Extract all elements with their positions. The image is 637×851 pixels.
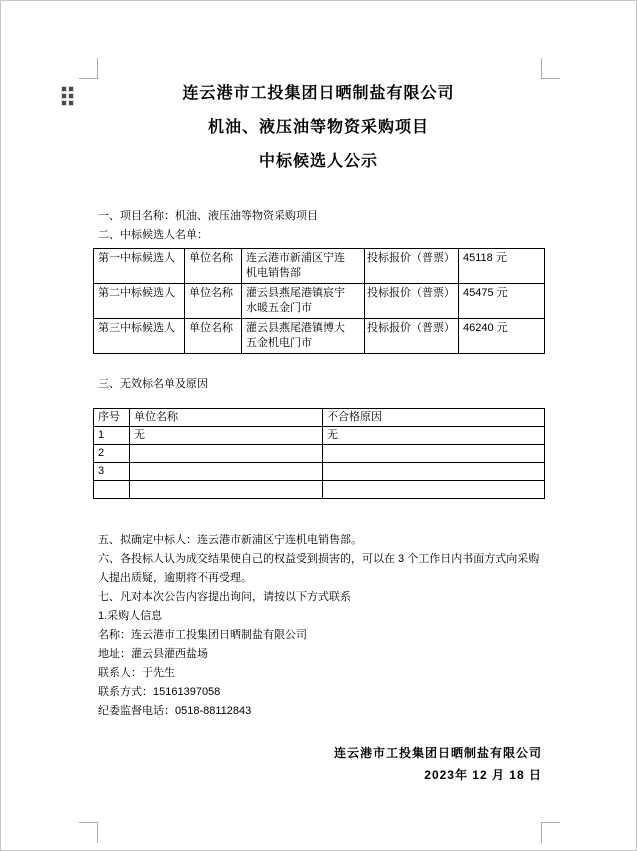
table-row (94, 249, 545, 284)
table-row (94, 284, 545, 319)
price-label: 投标报价（普票） (365, 319, 459, 354)
price-value: 45475 元 (459, 284, 545, 319)
table-row (94, 445, 545, 463)
seq-cell: 1 (94, 427, 130, 445)
handle-dot (69, 87, 73, 91)
table-row (94, 319, 545, 354)
handle-dot (62, 87, 66, 91)
unit-label: 单位名称 (185, 284, 242, 319)
unit-cell (130, 481, 323, 499)
reason-cell (323, 463, 545, 481)
section-3-heading: 三、无效标名单及原因 (98, 378, 208, 390)
document-title-line-1: 连云港市工投集团日晒制盐有限公司 (182, 85, 455, 102)
buyer-info-block (98, 607, 544, 721)
table-row (94, 427, 545, 445)
price-label: 投标报价（普票） (365, 284, 459, 319)
text-boundary-mark-bottom-right (541, 822, 560, 843)
header-seq: 序号 (94, 409, 130, 427)
handle-dot (62, 101, 66, 105)
section-1-2 (93, 207, 544, 245)
price-value: 45118 元 (459, 249, 545, 284)
table-row (94, 481, 545, 499)
buyer-info-heading: 1.采购人信息 (98, 610, 163, 622)
unit-name: 灌云县燕尾港镇博大五金机电门市 (242, 319, 365, 354)
buyer-contact-person: 联系人：于先生 (98, 667, 175, 679)
section-5-6-7 (93, 531, 544, 721)
header-unit: 单位名称 (130, 409, 323, 427)
invalid-bids-table (93, 408, 545, 499)
text-boundary-mark-top-left (79, 58, 98, 79)
unit-cell: 无 (130, 427, 323, 445)
handle-dot (69, 94, 73, 98)
reason-cell (323, 445, 545, 463)
buyer-address: 地址：灌云县灌西盐场 (98, 648, 208, 660)
candidate-rank: 第三中标候选人 (94, 319, 185, 354)
table-header-row (94, 409, 545, 427)
document-title-line-2: 机油、液压油等物资采购项目 (207, 119, 429, 136)
document-content (93, 79, 544, 786)
text-boundary-mark-bottom-left (79, 822, 98, 843)
seq-cell (94, 481, 130, 499)
paragraph-objection: 六、各投标人认为成交结果使自己的权益受到损害的，可以在 3 个工作日内书面方式向采购人提出质疑，逾期将不再受理。 (98, 553, 540, 584)
unit-cell (130, 445, 323, 463)
price-value: 46240 元 (459, 319, 545, 354)
paragraph-project-name: 一、项目名称：机油、液压油等物资采购项目 (98, 210, 318, 222)
table-row (94, 463, 545, 481)
unit-label: 单位名称 (185, 319, 242, 354)
signature-block (93, 742, 544, 786)
buyer-phone: 联系方式：15161397058 (98, 686, 221, 698)
candidates-table (93, 248, 545, 354)
document-title-line-3: 中标候选人公示 (258, 153, 378, 170)
handle-dot (62, 94, 66, 98)
unit-cell (130, 463, 323, 481)
unit-label: 单位名称 (185, 249, 242, 284)
supervision-phone: 纪委监督电话：0518-88112843 (98, 705, 252, 717)
reason-cell (323, 481, 545, 499)
header-reason: 不合格原因 (323, 409, 545, 427)
candidate-rank: 第一中标候选人 (94, 249, 185, 284)
unit-name: 连云港市新浦区宁连机电销售部 (242, 249, 365, 284)
paragraph-candidates-list: 二、中标候选人名单： (98, 229, 208, 241)
seq-cell: 2 (94, 445, 130, 463)
paragraph-winner: 五、拟确定中标人：连云港市新浦区宁连机电销售部。 (98, 534, 362, 546)
paragraph-contact-intro: 七、凡对本次公告内容提出询问，请按以下方式联系 (98, 591, 351, 603)
price-label: 投标报价（普票） (365, 249, 459, 284)
unit-name: 灌云县燕尾港镇宸宇水暖五金门市 (242, 284, 365, 319)
handle-dot (69, 101, 73, 105)
drag-handle-icon[interactable] (62, 87, 73, 105)
text-boundary-mark-top-right (541, 58, 560, 79)
buyer-name: 名称：连云港市工投集团日晒制盐有限公司 (98, 629, 307, 641)
candidate-rank: 第二中标候选人 (94, 284, 185, 319)
signature-company: 连云港市工投集团日晒制盐有限公司 (333, 746, 542, 760)
reason-cell: 无 (323, 427, 545, 445)
seq-cell: 3 (94, 463, 130, 481)
signature-date: 2023年 12 月 18 日 (424, 768, 542, 782)
